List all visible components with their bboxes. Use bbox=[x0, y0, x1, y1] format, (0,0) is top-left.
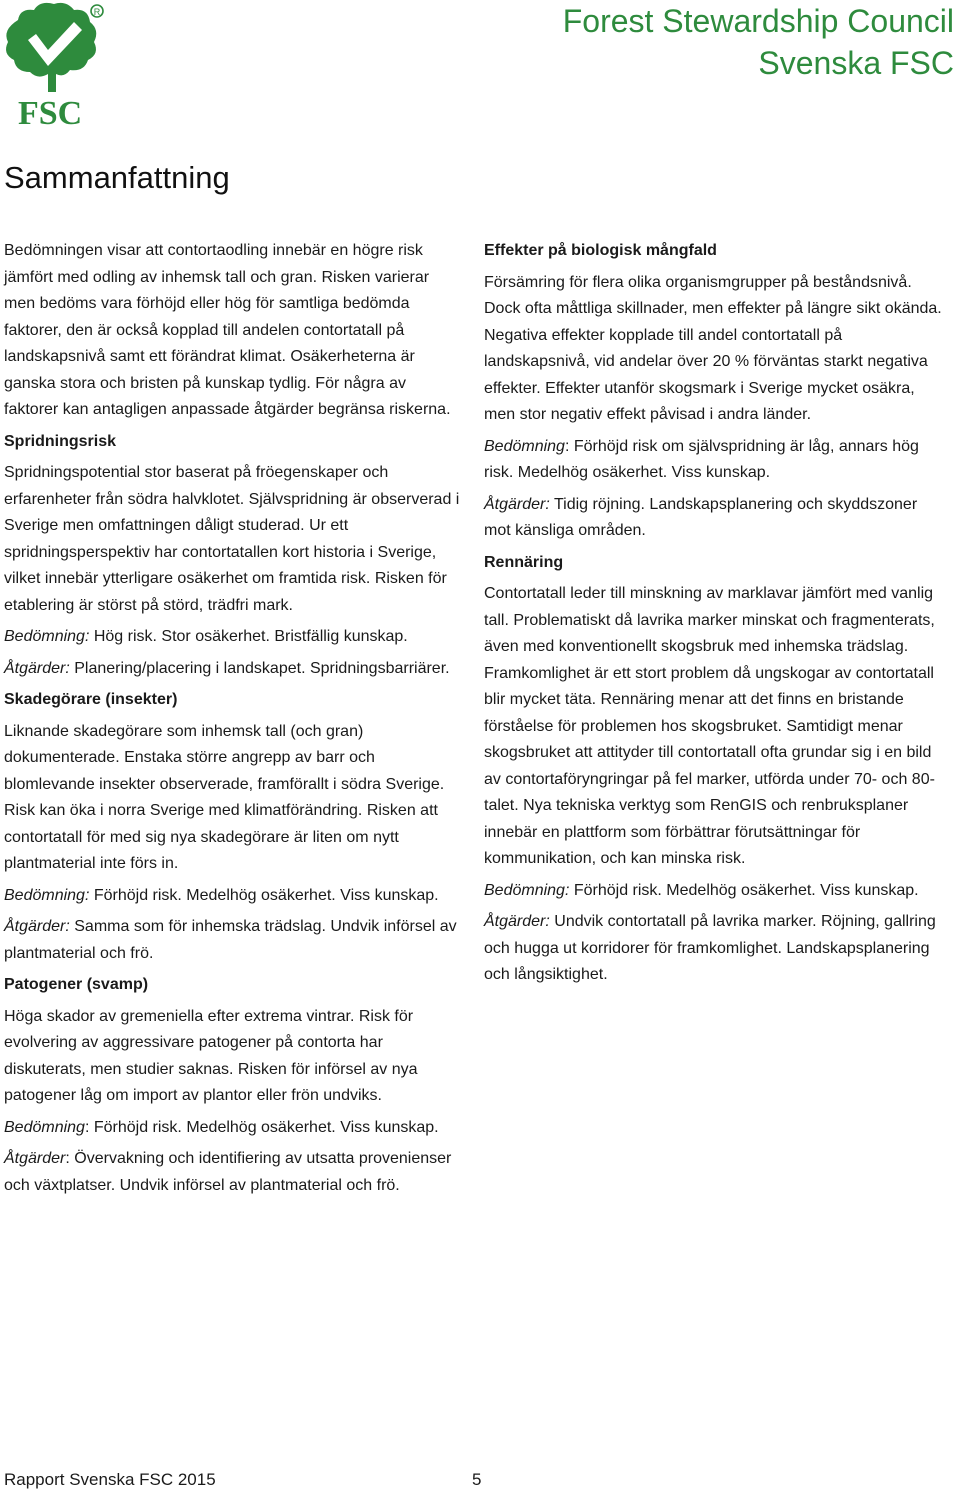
assessment-text: Förhöjd risk. Medelhög osäkerhet. Viss kunskap. bbox=[89, 886, 439, 904]
section-heading-patogener: Patogener (svamp) bbox=[4, 976, 149, 993]
org-name-line2: Svenska FSC bbox=[758, 45, 954, 81]
assessment-biologisk-mangfald bbox=[484, 434, 948, 487]
assessment-label: Bedömning: bbox=[4, 886, 90, 904]
measures-label: Åtgärder: bbox=[484, 913, 550, 930]
assessment-patogener bbox=[4, 1115, 460, 1142]
measures-rennaring bbox=[484, 909, 948, 989]
assessment-text: : Förhöjd risk. Medelhög osäkerhet. Viss kunskap. bbox=[84, 1118, 439, 1136]
assessment-label: Bedömning: bbox=[484, 881, 570, 899]
org-name-line1: Forest Stewardship Council bbox=[562, 3, 954, 39]
assessment-label: Bedömning: bbox=[4, 628, 90, 645]
section-heading-spridningsrisk: Spridningsrisk bbox=[4, 432, 117, 450]
measures-skadegorare bbox=[4, 914, 460, 967]
measures-text: : Övervakning och identifiering av utsatta provenienser och växtplatser. Undvik införsel av plantmaterial och frö. bbox=[4, 1150, 452, 1194]
intro-paragraph: Bedömningen visar att contortaodling innebär en högre risk jämfört med odling av inhemsk tall och gran. Risken varierar men bedöms vara förhöjd eller hög för samtliga bedömda faktorer, den är också kopplad till andelen contortatall på landskapsnivå samt ett förändrat klimat. Osäkerheterna är ganska stora och bristen på kunskap tydlig. För några av faktorer kan antagligen anpassade åtgärder begränsa riskerna. bbox=[4, 242, 451, 418]
assessment-spridningsrisk bbox=[4, 624, 460, 651]
section-text-rennaring: Contortatall leder till minskning av marklavar jämfört med vanlig tall. Problematiskt då lavrika marker minskat och fragmenterats, även med konventionellt skogsbruk med inhemska trädslag. Framkomlighet är ett stort problem då ungskogar av contortatall blir mycket täta. Rennäring menar att det finns en bristande förståelse för problemen hos skogsbruket. Samtidigt menar skogsbruket att attityder till contortatall ofta grundar sig i en bild av contortaföryngringar på fel marker, utförda under 70- och 80-talet. Nya tekniska verktyg som RenGIS och renbruksplaner innebär en plattform som förbättrar förutsättningar för kommunikation, och kan minska risk. bbox=[484, 585, 935, 867]
section-heading-rennaring: Rennäring bbox=[484, 553, 564, 571]
measures-text: Tidig röjning. Landskapsplanering och skyddszoner mot känsliga områden. bbox=[484, 495, 918, 539]
measures-label: Åtgärder: bbox=[4, 918, 70, 935]
section-heading-biologisk-mangfald: Effekter på biologisk mångfald bbox=[484, 242, 717, 259]
logo-wordmark: FSC bbox=[18, 95, 83, 130]
assessment-label: Bedömning bbox=[484, 437, 565, 455]
assessment-text: Förhöjd risk. Medelhög osäkerhet. Viss kunskap. bbox=[569, 881, 919, 899]
assessment-text: Hög risk. Stor osäkerhet. Bristfällig kunskap. bbox=[89, 628, 408, 645]
measures-text: Samma som för inhemska trädslag. Undvik införsel av plantmaterial och frö. bbox=[4, 918, 457, 962]
measures-patogener bbox=[4, 1146, 460, 1199]
assessment-text: : Förhöjd risk om självspridning är låg, annars hög risk. Medelhög osäkerhet. Viss kunskap. bbox=[484, 437, 919, 481]
right-column bbox=[484, 238, 948, 994]
svg-text:R: R bbox=[93, 7, 101, 17]
organization-name bbox=[563, 0, 954, 84]
measures-label: Åtgärder bbox=[4, 1150, 66, 1167]
measures-text: Undvik contortatall på lavrika marker. Röjning, gallring och hugga ut korridorer för framkomlighet. Landskapsplanering och långsiktighet. bbox=[484, 913, 936, 983]
section-text-spridningsrisk: Spridningspotential stor baserat på fröegenskaper och erfarenheter från södra halvklotet. Självspridning är observerad i Sverige men omfattningen dåligt studerad. Ur ett spridningsperspektiv har contortatallen kort historia i Sverige, vilket innebär ytterligare osäkerhet om framtida risk. Risken för etablering är störst på störd, trädfri mark. bbox=[4, 464, 460, 614]
measures-spridningsrisk bbox=[4, 656, 460, 683]
fsc-logo bbox=[0, 0, 110, 130]
assessment-rennaring bbox=[484, 878, 948, 905]
section-heading-skadegorare: Skadegörare (insekter) bbox=[4, 691, 178, 708]
measures-label: Åtgärder: bbox=[484, 495, 550, 513]
section-text-biologisk-mangfald: Försämring för flera olika organismgrupper på beståndsnivå. Dock ofta måttliga skillnader, men effekter på längre sikt okända. Negativa effekter kopplade till andel contortatall på landskapsnivå, vid andelar över 20 % förväntas starkt negativa effekter. Effekter utanför skogsmark i Sverige mycket osäkra, men stor negativ effekt påvisad i andra länder. bbox=[484, 273, 942, 423]
measures-biologisk-mangfald bbox=[484, 492, 948, 545]
section-text-patogener: Höga skador av gremeniella efter extrema vintrar. Risk för evolvering av aggressivare patogener på contorta har diskuterats, men studier saknas. Risken för införsel av nya patogener låg om import av plantor eller frön undviks. bbox=[4, 1007, 418, 1104]
measures-label: Åtgärder: bbox=[4, 659, 70, 677]
section-text-skadegorare: Liknande skadegörare som inhemsk tall (och gran) dokumenterade. Enstaka större angrepp av barr och blomlevande insekter observerade, framförallt i södra Sverige. Risk kan öka i norra Sverige med klimatförändring. Risken att contortatall för med sig nya skadegörare är liten om nytt plantmaterial inte förs in. bbox=[4, 722, 445, 872]
assessment-label: Bedömning bbox=[4, 1118, 85, 1136]
assessment-skadegorare bbox=[4, 883, 460, 910]
measures-text: Planering/placering i landskapet. Spridningsbarriärer. bbox=[69, 659, 450, 677]
page-number: 5 bbox=[472, 1470, 482, 1489]
left-column bbox=[4, 238, 460, 1204]
footer-report-label: Rapport Svenska FSC 2015 bbox=[4, 1470, 216, 1489]
page-title: Sammanfattning bbox=[4, 160, 230, 195]
fsc-tree-check-icon bbox=[0, 0, 110, 130]
